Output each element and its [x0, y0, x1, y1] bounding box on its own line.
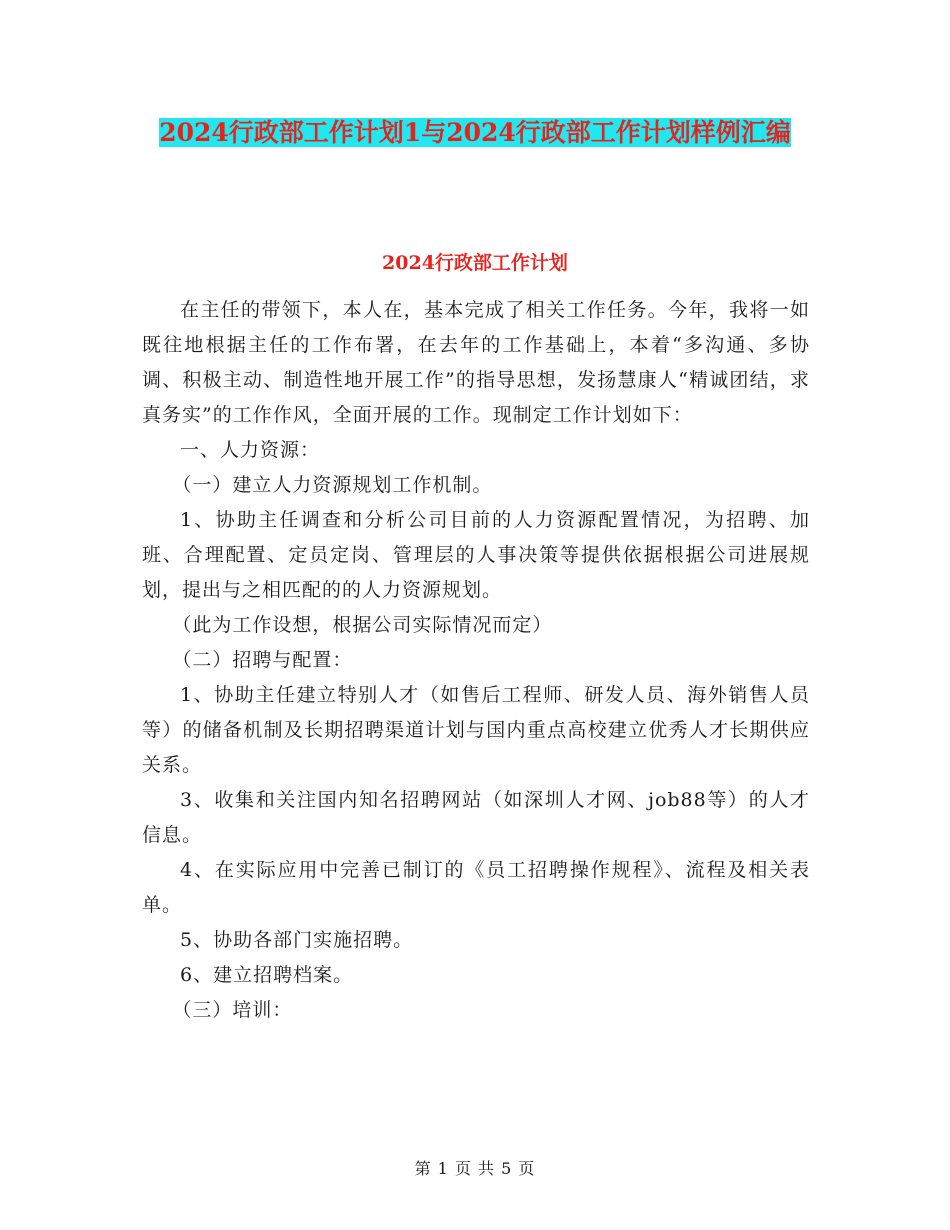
section-heading: 2024行政部工作计划 [382, 252, 568, 274]
paragraph-intro: 在主任的带领下，本人在，基本完成了相关工作任务。今年，我将一如既往地根据主任的工作布署，在去年的工作基础上，本着“多沟通、多协调、积极主动、制造性地开展工作”的指导思想，发扬慧康人“精诚团结，求真务实”的工作作风，全面开展的工作。现制定工作计划如下： [142, 299, 810, 426]
page-number-footer: 第 1 页 共 5 页 [414, 1159, 536, 1178]
paragraph-heading-hr: 一、人力资源： [180, 439, 321, 461]
paragraph-subheading-3: （三）培训： [172, 999, 293, 1021]
paragraph-note: （此为工作设想，根据公司实际情况而定） [172, 614, 553, 636]
paragraph-item: 6、建立招聘档案。 [180, 964, 354, 986]
document-title [140, 112, 810, 154]
paragraph-subheading-1: （一）建立人力资源规划工作机制。 [172, 474, 493, 496]
paragraph-item: 4、在实际应用中完善已制订的《员工招聘操作规程》、流程及相关表单。 [142, 859, 810, 916]
document-title-text: 2024行政部工作计划1与2024行政部工作计划样例汇编 [159, 118, 791, 147]
paragraph-subheading-2: （二）招聘与配置： [172, 649, 353, 671]
paragraph-item: 1、协助主任建立特别人才（如售后工程师、研发人员、海外销售人员等）的储备机制及长期招聘渠道计划与国内重点高校建立优秀人才长期供应关系。 [142, 684, 810, 776]
paragraph-item: 3、收集和关注国内知名招聘网站（如深圳人才网、job88等）的人才信息。 [142, 789, 810, 846]
document-body [142, 293, 810, 1028]
paragraph-item: 5、协助各部门实施招聘。 [180, 929, 414, 951]
paragraph-item: 1、协助主任调查和分析公司目前的人力资源配置情况，为招聘、加班、合理配置、定员定岗、管理层的人事决策等提供依据根据公司进展规划，提出与之相匹配的的人力资源规划。 [142, 509, 810, 601]
